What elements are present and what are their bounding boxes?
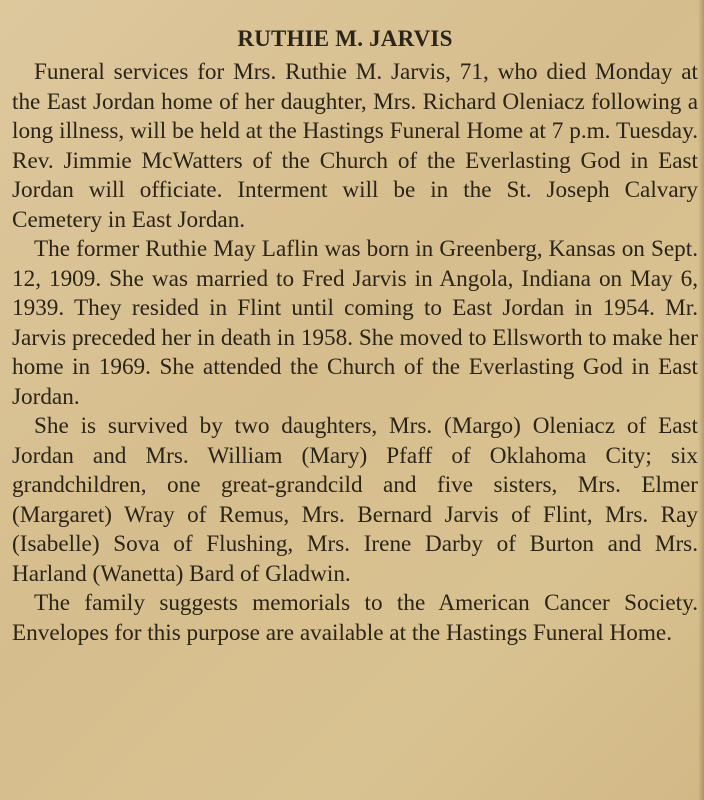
obituary-body bbox=[12, 58, 698, 648]
page-edge-shadow bbox=[698, 0, 704, 800]
paragraph-memorials: The family suggests memorials to the American Cancer Society. Envelopes for this purpose are available at the Hastings Funeral Home. bbox=[12, 590, 698, 646]
paragraph-services: Funeral services for Mrs. Ruthie M. Jarvis, 71, who died Monday at the East Jordan home of her daughter, Mrs. Richard Oleniacz following a long illness, will be held at the Hastings Funeral Home at 7 p.m. Tuesday. Rev. Jimmie McWatters of the Church of the Everlasting God in East Jordan will officiate. Interment will be in the St. Joseph Calvary Cemetery in East Jordan. bbox=[12, 59, 698, 233]
obituary-headline: RUTHIE M. JARVIS bbox=[237, 26, 453, 51]
paragraph-biography: The former Ruthie May Laflin was born in Greenberg, Kansas on Sept. 12, 1909. She was married to Fred Jarvis in Angola, Indiana on May 6, 1939. They resided in Flint until coming to East Jordan in 1954. Mr. Jarvis preceded her in death in 1958. She moved to Ellsworth to make her home in 1969. She attended the Church of the Everlasting God in East Jordan. bbox=[12, 236, 698, 410]
paragraph-survivors: She is survived by two daughters, Mrs. (Margo) Oleniacz of East Jordan and Mrs. William (Mary) Pfaff of Oklahoma City; six grandchildren, one great-grandcild and five sisters, Mrs. Elmer (Margaret) Wray of Remus, Mrs. Bernard Jarvis of Flint, Mrs. Ray (Isabelle) Sova of Flushing, Mrs. Irene Darby of Burton and Mrs. Harland (Wanetta) Bard of Gladwin. bbox=[12, 413, 698, 587]
